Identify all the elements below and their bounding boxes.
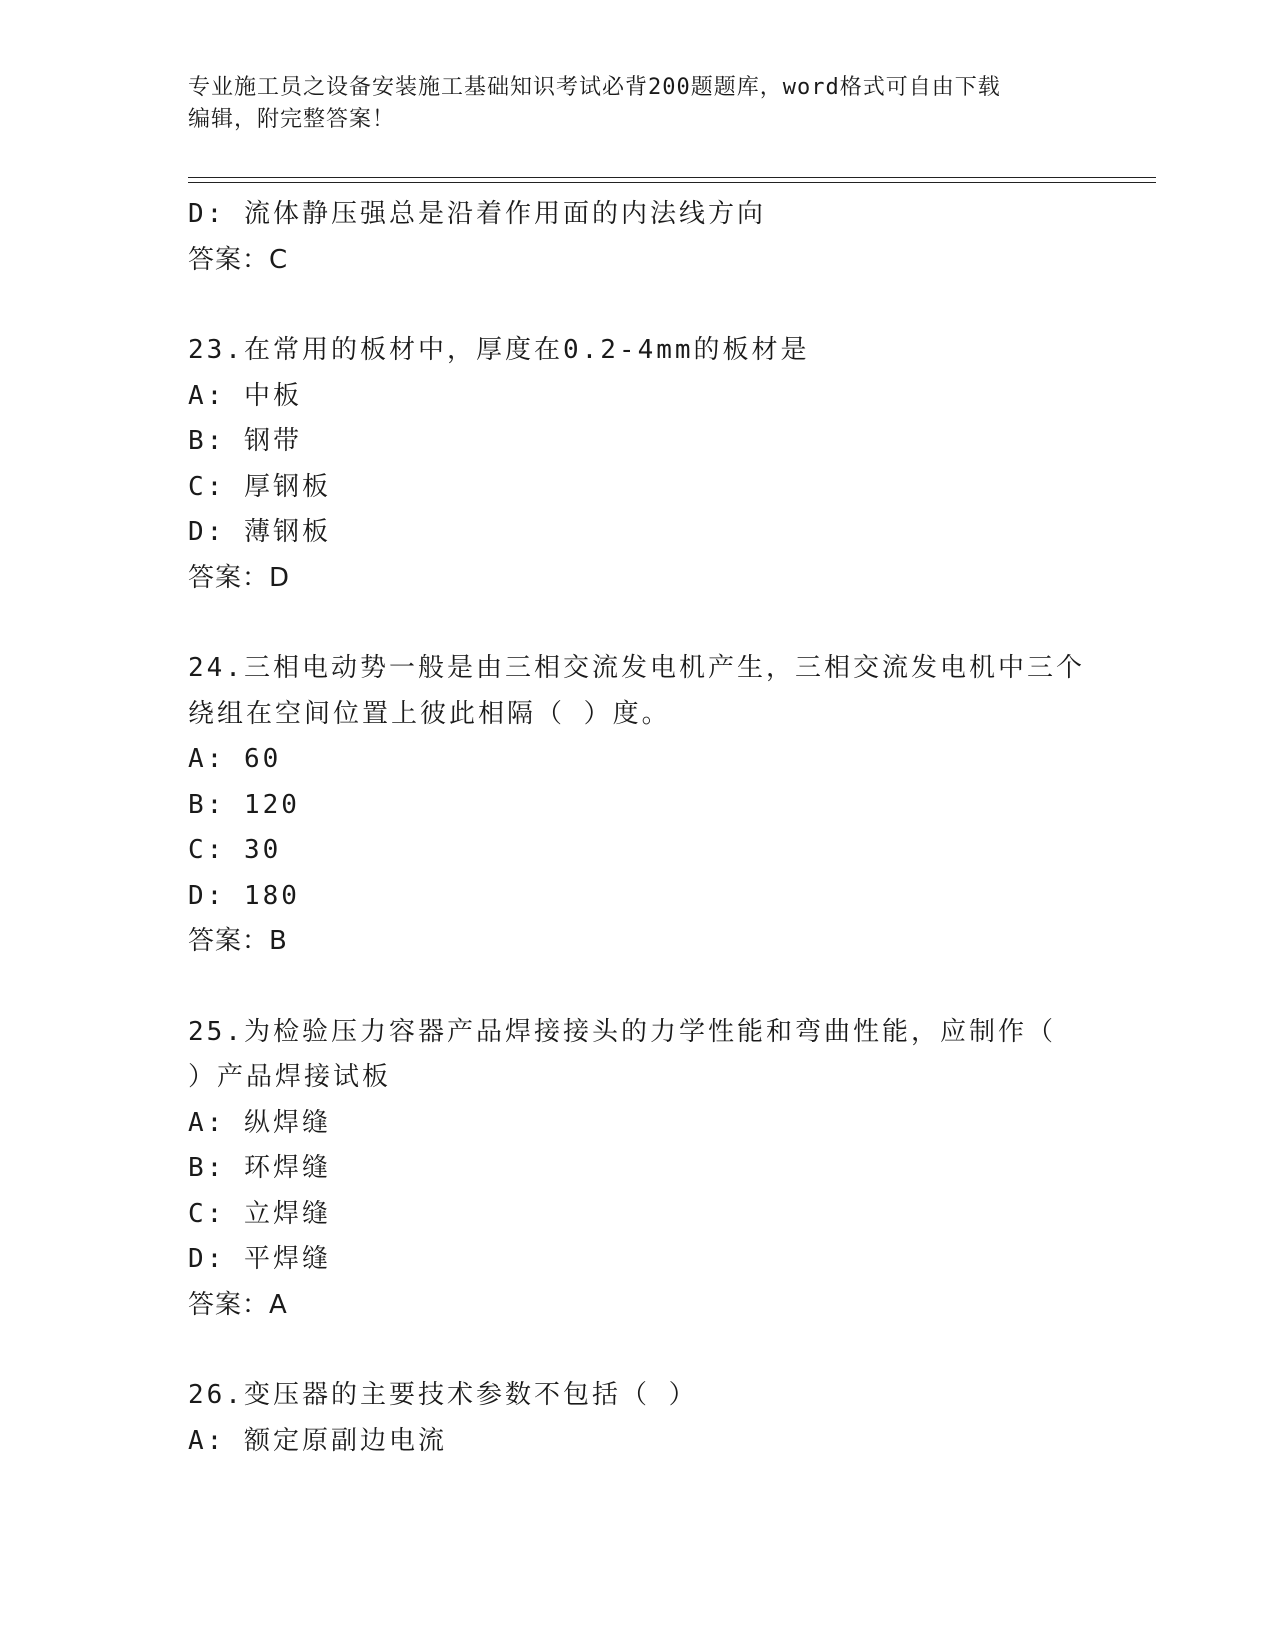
option-d: D: 薄钢板 bbox=[188, 517, 331, 547]
option-a: A: 中板 bbox=[188, 380, 302, 411]
header-divider-bottom bbox=[188, 182, 1156, 183]
question-stem-line-1: 25.为检验压力容器产品焊接接头的力学性能和弯曲性能，应制作（ bbox=[188, 1016, 1056, 1047]
option-d: D: 平焊缝 bbox=[188, 1244, 331, 1274]
option-d: D: 180 bbox=[188, 880, 300, 911]
option-c: C: 30 bbox=[188, 835, 282, 865]
question-list bbox=[188, 192, 1088, 1464]
question-stem: 26.变压器的主要技术参数不包括（ ） bbox=[188, 1380, 698, 1410]
question-23 bbox=[188, 328, 1088, 601]
question-25 bbox=[188, 1010, 1088, 1329]
option-c: C: 厚钢板 bbox=[188, 471, 331, 502]
question-stem-line-2: 绕组在空间位置上彼此相隔（ ）度。 bbox=[188, 698, 671, 729]
question-stem: 23.在常用的板材中，厚度在0.2-4mm的板材是 bbox=[188, 335, 810, 365]
option-b: B: 环焊缝 bbox=[188, 1153, 331, 1183]
option-a: A: 60 bbox=[188, 744, 282, 774]
question-24 bbox=[188, 646, 1088, 965]
header-title-line-1: 专业施工员之设备安装施工基础知识考试必背200题题库，word格式可自由下载 bbox=[188, 75, 1001, 100]
answer-line: 答案：D bbox=[188, 562, 291, 593]
question-26 bbox=[188, 1373, 1088, 1464]
option-d: D: 流体静压强总是沿着作用面的内法线方向 bbox=[188, 199, 766, 229]
answer-line: 答案：C bbox=[188, 244, 289, 275]
option-b: B: 钢带 bbox=[188, 426, 302, 456]
option-a: A: 额定原副边电流 bbox=[188, 1425, 447, 1456]
document-header bbox=[188, 72, 1088, 136]
answer-line: 答案：A bbox=[188, 1289, 288, 1320]
header-divider-top bbox=[188, 177, 1156, 178]
question-stem-line-1: 24.三相电动势一般是由三相交流发电机产生，三相交流发电机中三个 bbox=[188, 653, 1085, 683]
question-22-continued bbox=[188, 192, 1088, 283]
option-c: C: 立焊缝 bbox=[188, 1198, 331, 1229]
header-title-line-2: 编辑，附完整答案！ bbox=[188, 107, 396, 132]
option-b: B: 120 bbox=[188, 789, 300, 820]
answer-line: 答案：B bbox=[188, 926, 288, 956]
question-stem-line-2: ）产品焊接试板 bbox=[188, 1062, 392, 1092]
option-a: A: 纵焊缝 bbox=[188, 1107, 331, 1138]
